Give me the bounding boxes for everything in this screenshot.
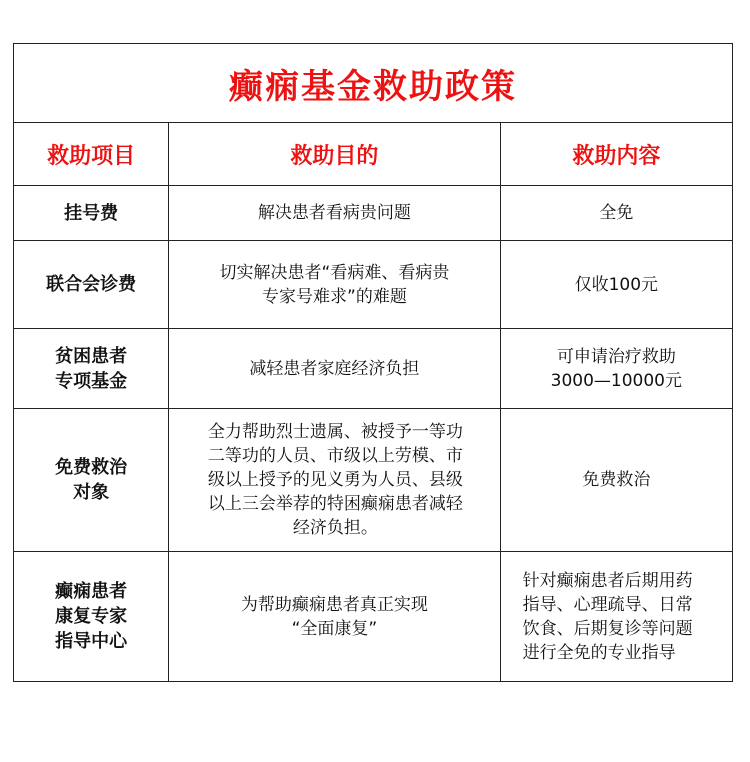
purpose-line: 级以上授予的见义勇为人员、县级 <box>207 470 463 490</box>
table-row <box>14 241 733 329</box>
content-cell <box>500 186 732 241</box>
purpose-line: 二等功的人员、市级以上劳模、市 <box>207 446 463 466</box>
header-row <box>14 123 733 186</box>
purpose-line: 专家号难求”的难题 <box>262 286 407 307</box>
content-line: 进行全免的专业指导 <box>522 642 676 663</box>
header-content: 救助内容 <box>500 123 732 186</box>
purpose-line: 减轻患者家庭经济负担 <box>249 358 420 379</box>
purpose-line: 全力帮助烈士遗属、被授予一等功 <box>207 422 463 442</box>
purpose-cell <box>169 241 500 329</box>
purpose-line: “全面康复” <box>291 618 378 639</box>
item-line: 指导中心 <box>55 631 128 652</box>
item-cell <box>14 241 169 329</box>
content-cell <box>500 409 732 552</box>
purpose-line: 切实解决患者“看病难、看病贵 <box>219 262 450 283</box>
item-cell <box>14 409 169 552</box>
purpose-line: 解决患者看病贵问题 <box>257 203 411 223</box>
item-line: 癫痫患者 <box>55 581 128 602</box>
content-cell <box>500 241 732 329</box>
purpose-cell <box>169 552 500 682</box>
policy-table <box>13 43 733 682</box>
content-line: 可申请治疗救助 <box>556 346 676 367</box>
page-title: 癫痫基金救助政策 <box>229 66 517 107</box>
content-cell <box>500 552 732 682</box>
item-cell <box>14 186 169 241</box>
item-line: 对象 <box>73 482 110 503</box>
purpose-line: 为帮助癫痫患者真正实现 <box>240 594 428 615</box>
table-row <box>14 329 733 409</box>
header-item: 救助项目 <box>14 123 169 186</box>
purpose-cell <box>169 409 500 552</box>
item-line: 康复专家 <box>55 606 128 627</box>
title-row <box>14 44 733 123</box>
content-line: 指导、心理疏导、日常 <box>522 594 693 615</box>
purpose-line: 经济负担。 <box>292 518 378 538</box>
table-row <box>14 552 733 682</box>
content-line: 饮食、后期复诊等问题 <box>522 618 693 639</box>
purpose-cell <box>169 329 500 409</box>
content-line: 全免 <box>599 203 634 223</box>
header-purpose: 救助目的 <box>169 123 500 186</box>
purpose-line: 以上三会举荐的特困癫痫患者减轻 <box>207 494 463 514</box>
content-cell <box>500 329 732 409</box>
table-row <box>14 409 733 552</box>
item-cell <box>14 552 169 682</box>
item-line: 专项基金 <box>55 370 128 392</box>
item-line: 挂号费 <box>64 202 119 224</box>
content-line: 3000—10000元 <box>550 370 682 391</box>
content-line: 针对癫痫患者后期用药 <box>522 570 693 591</box>
item-line: 贫困患者 <box>55 345 128 367</box>
purpose-cell <box>169 186 500 241</box>
item-cell <box>14 329 169 409</box>
title-cell <box>14 44 733 123</box>
content-line: 免费救治 <box>582 470 651 490</box>
content-line: 仅收100元 <box>574 274 659 295</box>
item-line: 免费救治 <box>55 457 128 478</box>
table-row <box>14 186 733 241</box>
item-line: 联合会诊费 <box>46 274 137 295</box>
